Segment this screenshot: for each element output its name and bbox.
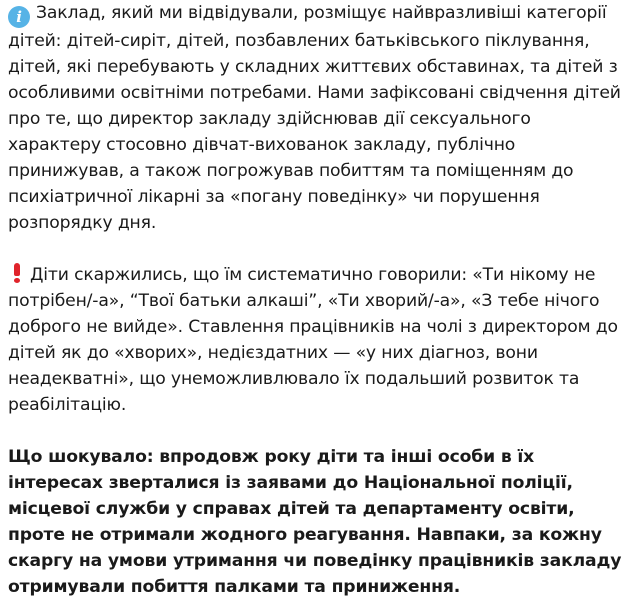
- paragraph-complaints: [8, 262, 624, 418]
- paragraph-shocking: [8, 444, 624, 600]
- paragraph-intro-text: Заклад, який ми відвідували, розміщує найвразливіші категорії дітей: дітей-сиріт, дітей, позбавлених батьківського піклування, дітей, які перебувають у складних життєвих обставинах, та дітей з особливими освітніми потребами. Нами зафіксовані свідчення дітей про те, що директор закладу здійснював дії сексуального характеру стосовно дівчат-вихованок закладу, публічно принижував, а також погрожував побиттям та поміщенням до психіатричної лікарні за «погану поведінку» чи порушення розпорядку дня.: [8, 3, 621, 233]
- paragraph-spacer: [8, 236, 624, 262]
- paragraph-complaints-text: Діти скаржились, що їм систематично говорили: «Ти нікому не потрібен/-а», “Твої батьки алкаші”, «Ти хворий/-а», «З тебе нічого доброго не вийде». Ставлення працівників на чолі з директором до дітей як до «хворих», недієздатних — «у них діагноз, вони неадекватні», що унеможливлювало їх подальший розвиток та реабілітацію.: [8, 265, 618, 415]
- message-text: [8, 0, 624, 600]
- paragraph-spacer: [8, 418, 624, 444]
- paragraph-intro: [8, 0, 624, 236]
- red-exclamation-icon: [10, 263, 24, 283]
- paragraph-shocking-text: Що шокувало: впродовж року діти та інші особи в їх інтересах зверталися із заявами до Національної поліції, місцевої служби у справах дітей та департаменту освіти, проте не отримали жодного реагування. Навпаки, за кожну скаргу на умови утримання чи поведінку працівників закладу отримували побиття палками та приниження.: [8, 447, 622, 597]
- information-icon: i: [8, 6, 30, 28]
